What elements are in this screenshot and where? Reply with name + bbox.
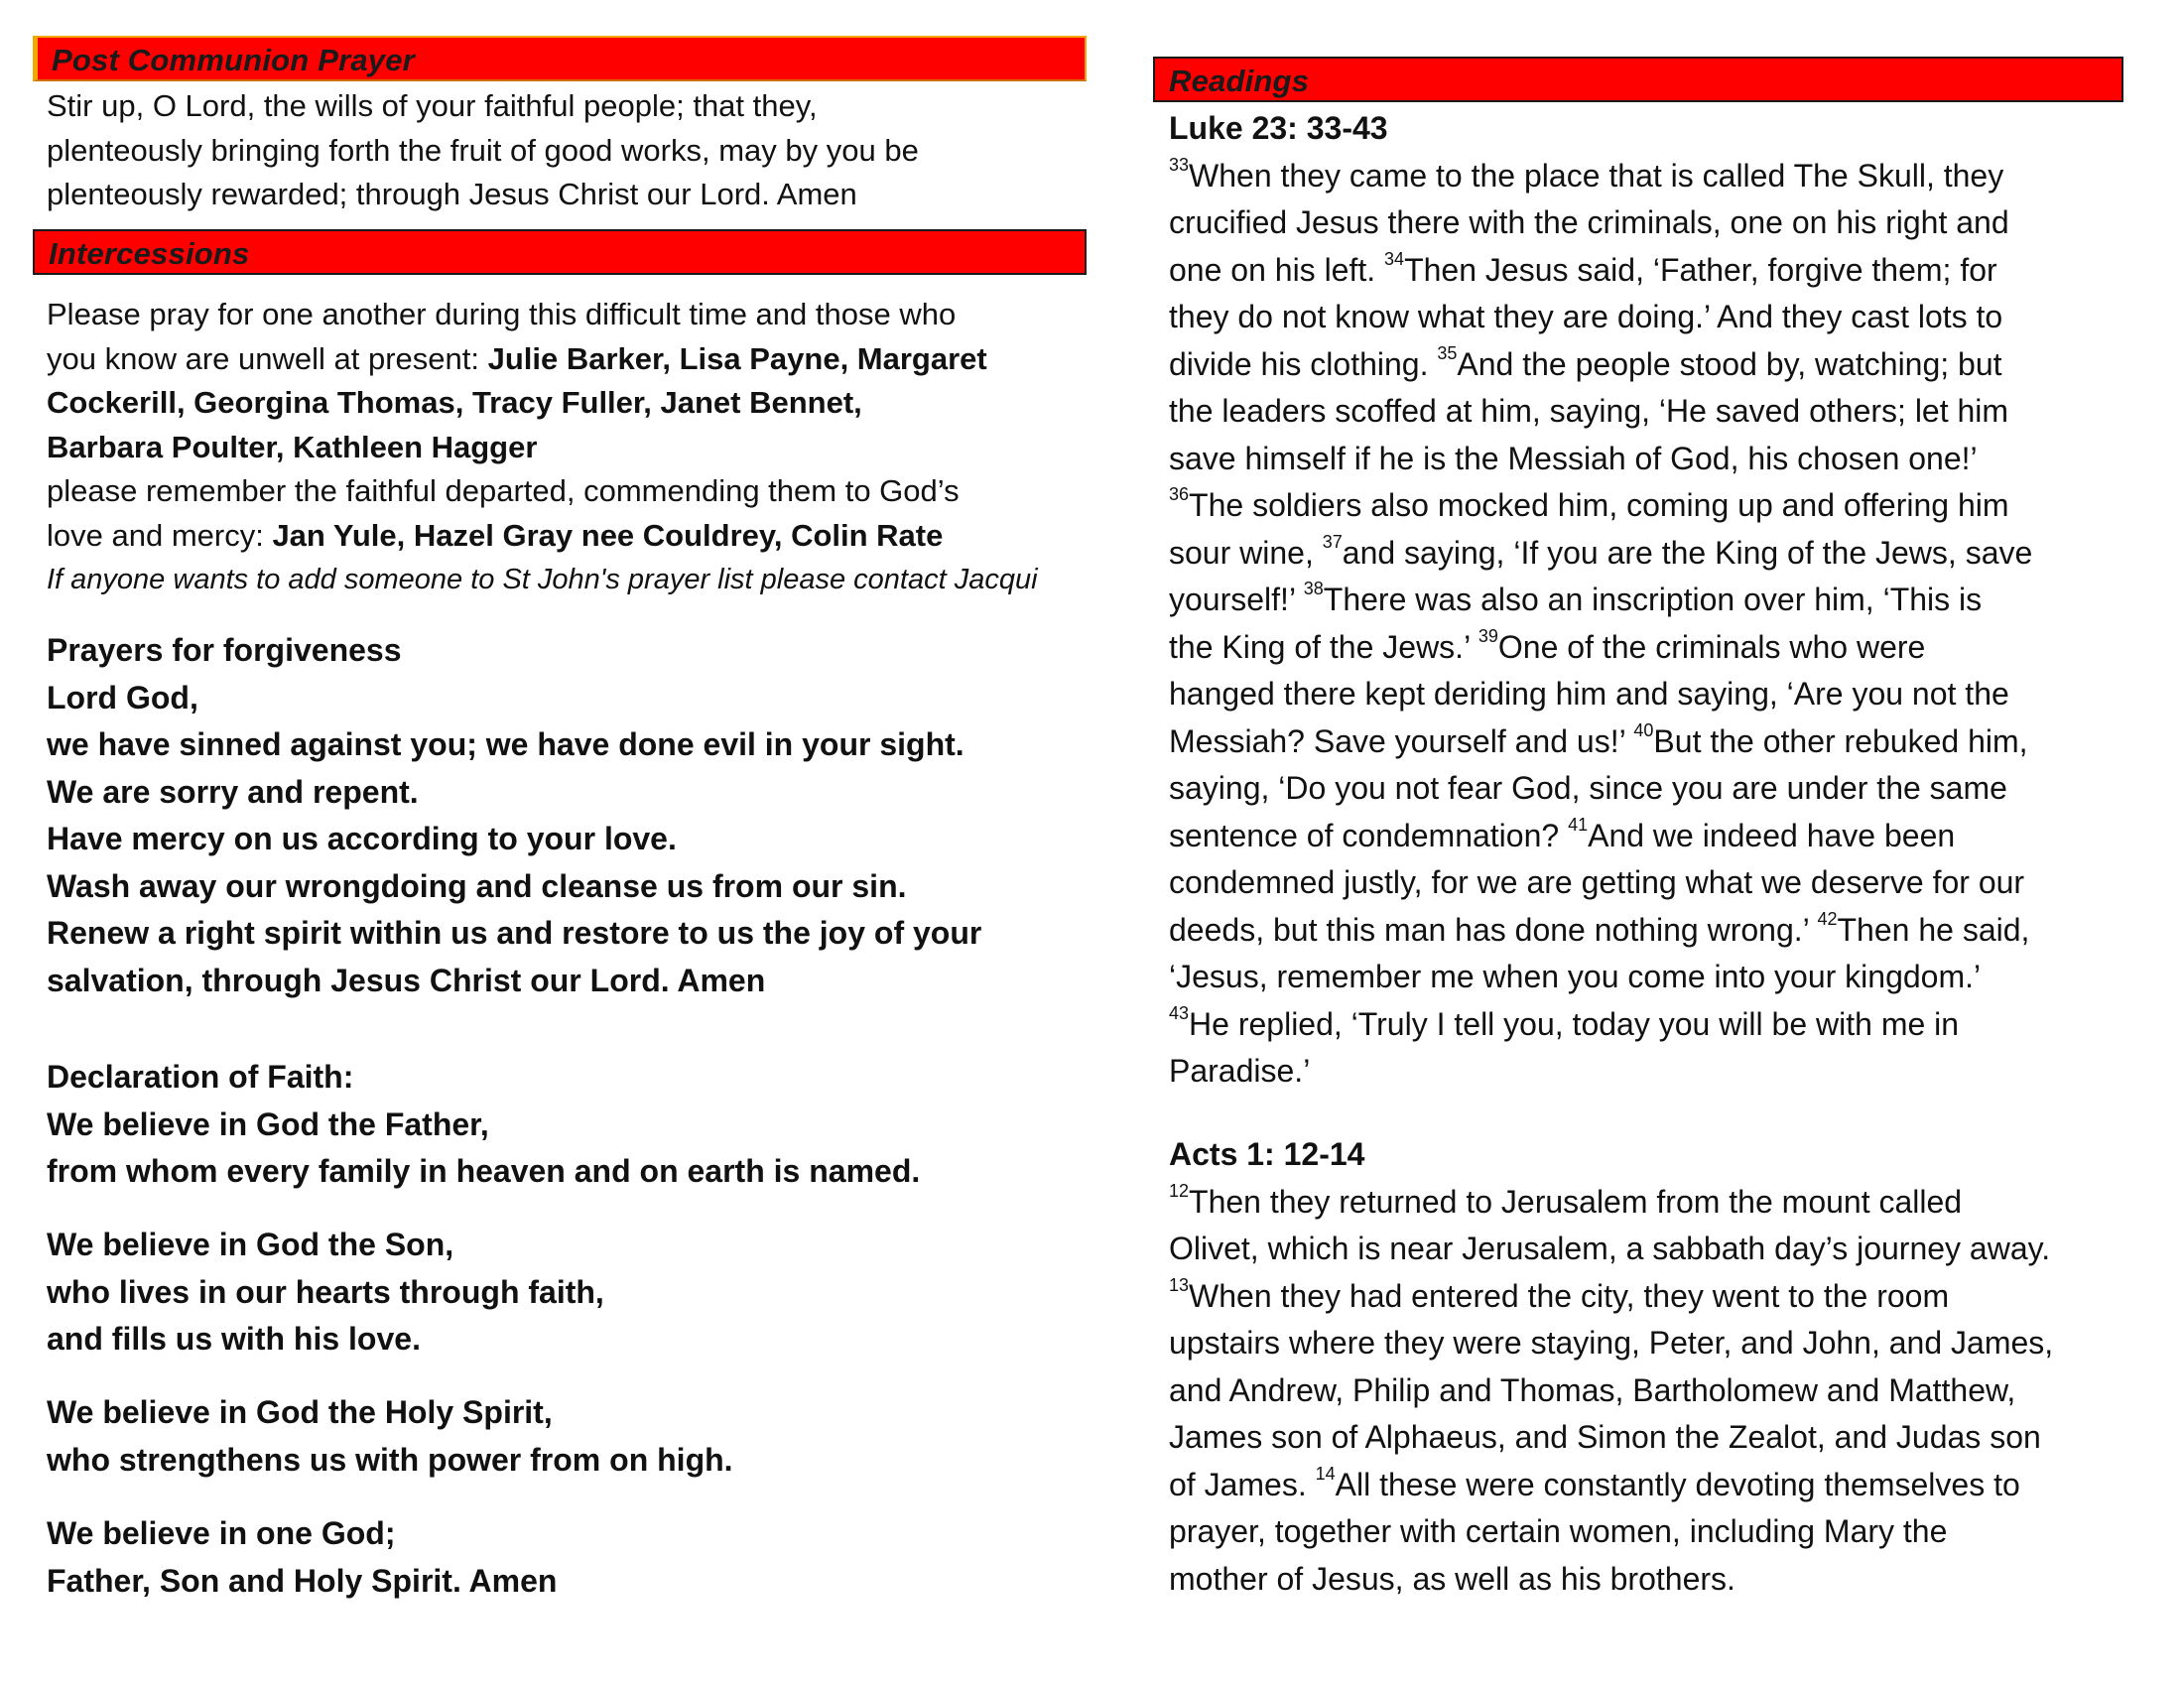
- text-line: who strengthens us with power from on high.: [47, 1441, 733, 1478]
- text-line: upstairs where they were staying, Peter, and John, and James,: [1169, 1325, 2054, 1361]
- intercessions-heading-bar: [33, 229, 1087, 275]
- text-line: We believe in God the Father,: [47, 1105, 489, 1142]
- text-span: One of the criminals who were: [1497, 628, 1926, 665]
- text-line: Father, Son and Holy Spirit. Amen: [47, 1562, 558, 1599]
- readings-heading: Readings: [1169, 64, 1310, 98]
- text-span: and saying, ‘If you are the King of the Jews, save: [1342, 534, 2033, 571]
- text-line: [1169, 153, 2032, 200]
- verse-number: 36: [1169, 484, 1190, 505]
- declaration-of-faith: [47, 1054, 920, 1196]
- text-line: [1169, 577, 2032, 624]
- text-span: of James.: [1169, 1466, 1316, 1502]
- text-span: one on his left.: [1169, 251, 1385, 288]
- verse-number: 14: [1315, 1463, 1336, 1484]
- text-line: prayer, together with certain women, including Mary the: [1169, 1513, 1948, 1549]
- text-line: [1169, 1462, 2053, 1509]
- luke-reading: [1169, 105, 2032, 1096]
- acts-reference: Acts 1: 12-14: [1169, 1136, 1365, 1172]
- text-line: [1169, 341, 2032, 389]
- text-span: And the people stood by, watching; but: [1457, 345, 2002, 382]
- text-line: [1169, 1001, 2032, 1049]
- text-line: [1169, 530, 2032, 578]
- text-line: crucified Jesus there with the criminals, one on his right and: [1169, 204, 2009, 240]
- verse-number: 34: [1384, 248, 1405, 269]
- text-line: Renew a right spirit within us and restore to us the joy of your: [47, 915, 982, 951]
- faith-one-god: [47, 1510, 557, 1605]
- verse-number: 13: [1169, 1274, 1190, 1295]
- text-line: Olivet, which is near Jerusalem, a sabbath day’s journey away.: [1169, 1231, 2051, 1266]
- text-line: [47, 514, 1038, 559]
- verse-number: 39: [1477, 625, 1498, 646]
- text-line: and fills us with his love.: [47, 1321, 421, 1357]
- faith-holy-spirit: [47, 1389, 733, 1484]
- text-span: Then they returned to Jerusalem from the mount called: [1189, 1183, 1963, 1220]
- text-span: deeds, but this man has done nothing wrong.’: [1169, 911, 1818, 948]
- text-span: When they came to the place that is called The Skull, they: [1189, 157, 2004, 194]
- text-line: plenteously rewarded; through Jesus Christ our Lord. Amen: [47, 177, 857, 211]
- text-line: save himself if he is the Messiah of God, his chosen one!’: [1169, 440, 1978, 476]
- text-line: We are sorry and repent.: [47, 773, 419, 810]
- text-line: We believe in one God;: [47, 1515, 396, 1551]
- verse-number: 38: [1303, 579, 1324, 599]
- verse-number: 33: [1169, 154, 1190, 175]
- text-line: mother of Jesus, as well as his brothers.: [1169, 1560, 1735, 1597]
- unwell-names: Barbara Poulter, Kathleen Hagger: [47, 429, 538, 464]
- text-span: the King of the Jews.’: [1169, 628, 1478, 665]
- text-line: from whom every family in heaven and on earth is named.: [47, 1153, 921, 1189]
- text-span: He replied, ‘Truly I tell you, today you will be with me in: [1189, 1005, 1960, 1042]
- text-line: [1169, 813, 2032, 860]
- unwell-names: Julie Barker, Lisa Payne, Margaret: [487, 340, 987, 376]
- verse-number: 35: [1437, 342, 1458, 363]
- text-line: [1169, 907, 2032, 955]
- text-line: they do not know what they are doing.’ And they cast lots to: [1169, 299, 2003, 334]
- departed-names: Jan Yule, Hazel Gray nee Couldrey, Colin Rate: [272, 517, 944, 553]
- readings-heading-bar: [1153, 57, 2123, 102]
- text-line: Lord God,: [47, 679, 198, 715]
- text-line: hanged there kept deriding him and saying, ‘Are you not the: [1169, 676, 2009, 712]
- text-span: sour wine,: [1169, 534, 1323, 571]
- verse-number: 12: [1169, 1180, 1190, 1201]
- text-line: Please pray for one another during this difficult time and those who: [47, 297, 957, 331]
- text-span: love and mercy:: [47, 517, 273, 553]
- text-line: who lives in our hearts through faith,: [47, 1273, 604, 1310]
- verse-number: 37: [1322, 531, 1343, 552]
- text-line: please remember the faithful departed, commending them to God’s: [47, 473, 960, 508]
- text-span: All these were constantly devoting themselves to: [1335, 1466, 2020, 1502]
- text-span: The soldiers also mocked him, coming up and offering him: [1189, 487, 2009, 523]
- text-span: you know are unwell at present:: [47, 340, 488, 376]
- verse-number: 40: [1633, 719, 1654, 740]
- post-communion-heading-bar: [33, 36, 1087, 81]
- text-line: We believe in God the Son,: [47, 1227, 454, 1262]
- text-line: [1169, 718, 2032, 766]
- text-span: divide his clothing.: [1169, 345, 1438, 382]
- text-line: salvation, through Jesus Christ our Lord. Amen: [47, 962, 766, 998]
- text-line: we have sinned against you; we have done evil in your sight.: [47, 726, 964, 762]
- text-span: There was also an inscription over him, ‘This is: [1323, 582, 1983, 617]
- text-line: [1169, 247, 2032, 295]
- text-line: We believe in God the Holy Spirit,: [47, 1394, 553, 1430]
- text-line: [1169, 1273, 2053, 1321]
- text-line: Declaration of Faith:: [47, 1059, 354, 1095]
- text-span: Then he said,: [1837, 911, 2030, 948]
- post-communion-heading: Post Communion Prayer: [52, 43, 415, 77]
- text-line: James son of Alphaeus, and Simon the Zealot, and Judas son: [1169, 1419, 2041, 1455]
- text-line: plenteously bringing forth the fruit of good works, may by you be: [47, 132, 919, 168]
- text-line: [1169, 482, 2032, 530]
- unwell-names: Cockerill, Georgina Thomas, Tracy Fuller, Janet Bennet,: [47, 385, 862, 420]
- text-line: ‘Jesus, remember me when you come into your kingdom.’: [1169, 959, 1982, 994]
- verse-number: 42: [1817, 908, 1838, 929]
- prayers-for-forgiveness: [47, 627, 981, 1004]
- text-line: Paradise.’: [1169, 1053, 1311, 1089]
- text-span: And we indeed have been: [1588, 817, 1956, 853]
- text-span: sentence of condemnation?: [1169, 817, 1569, 853]
- intercessions-text: [47, 293, 1038, 602]
- text-line: and Andrew, Philip and Thomas, Bartholomew and Matthew,: [1169, 1371, 2016, 1408]
- prayer-list-note: If anyone wants to add someone to St John's prayer list please contact Jacqui: [47, 564, 1038, 595]
- text-span: Messiah? Save yourself and us!’: [1169, 722, 1634, 759]
- acts-reading: [1169, 1131, 2053, 1603]
- text-line: Stir up, O Lord, the wills of your faithful people; that they,: [47, 88, 818, 123]
- text-line: [1169, 624, 2032, 672]
- luke-reference: Luke 23: 33-43: [1169, 110, 1388, 146]
- text-line: condemned justly, for we are getting what we deserve for our: [1169, 864, 2025, 900]
- intercessions-heading: Intercessions: [49, 236, 250, 271]
- text-line: Prayers for forgiveness: [47, 632, 402, 668]
- text-line: [47, 337, 1038, 382]
- post-communion-text: [47, 84, 919, 217]
- faith-son: [47, 1222, 604, 1363]
- verse-number: 43: [1169, 1002, 1190, 1023]
- text-span: Then Jesus said, ‘Father, forgive them; for: [1404, 251, 1997, 288]
- text-line: [1169, 1179, 2053, 1227]
- text-span: yourself!’: [1169, 582, 1304, 617]
- text-line: the leaders scoffed at him, saying, ‘He saved others; let him: [1169, 393, 2009, 429]
- text-line: Wash away our wrongdoing and cleanse us from our sin.: [47, 867, 907, 904]
- text-line: Have mercy on us according to your love.: [47, 821, 677, 856]
- verse-number: 41: [1568, 814, 1589, 835]
- text-line: saying, ‘Do you not fear God, since you are under the same: [1169, 770, 2007, 806]
- text-span: But the other rebuked him,: [1653, 722, 2028, 759]
- text-span: When they had entered the city, they went to the room: [1189, 1277, 1950, 1314]
